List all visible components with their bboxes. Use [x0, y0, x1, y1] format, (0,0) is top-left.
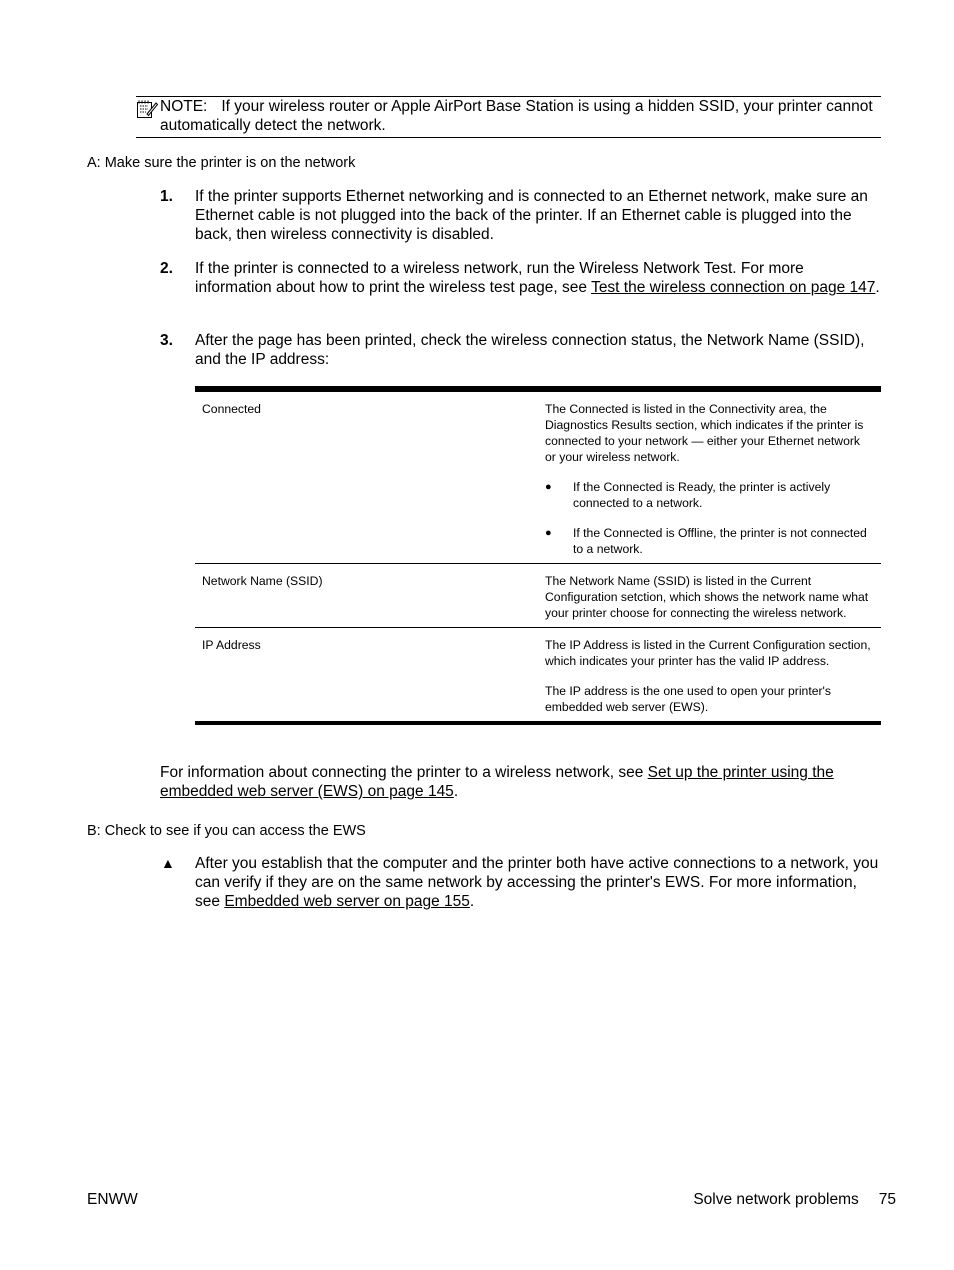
step-text — [195, 854, 880, 912]
status-table — [195, 386, 881, 725]
list-item — [545, 479, 873, 511]
link-setup-ews[interactable]: Set up the printer using the embedded web server (EWS) on page 145 — [160, 764, 834, 801]
table-row — [195, 564, 881, 628]
step-number: 2. — [160, 260, 173, 277]
bullet-icon: ● — [545, 481, 552, 493]
table-term: IP Address — [202, 638, 261, 652]
section-a-heading: A: Make sure the printer is on the network — [87, 155, 356, 171]
footer-section-title: Solve network problems — [693, 1191, 859, 1208]
description-paragraph: The Network Name (SSID) is listed in the Current Configuration setction, which shows the network name what your printer choose for connecting the wireless network. — [545, 574, 869, 620]
table-row — [195, 628, 881, 721]
paragraph-text: For information about connecting the printer to a wireless network, see — [160, 764, 648, 781]
note-text: If your wireless router or Apple AirPort Base Station is using a hidden SSID, your printer cannot automatically detect the network. — [160, 98, 873, 134]
note-label: NOTE: — [160, 98, 208, 115]
step-text-after: . — [875, 279, 880, 297]
step-2 — [160, 259, 880, 297]
paragraph-text: . — [453, 783, 459, 801]
table-description — [538, 392, 881, 563]
table-row — [195, 392, 881, 564]
step-number: 3. — [160, 332, 173, 349]
step-text — [195, 259, 880, 297]
step-text-before: If the printer is connected to a wireless network, run the Wireless Network Test. For more information about how to print the wireless test page, see — [195, 260, 804, 297]
wireless-setup-paragraph — [160, 763, 880, 801]
table-term: Network Name (SSID) — [202, 574, 323, 588]
description-paragraph: The IP address is the one used to open your printer's embedded web server (EWS). — [545, 684, 831, 714]
step-text: After the page has been printed, check the wireless connection status, the Network Name (SSID), and the IP address: — [195, 332, 865, 369]
section-b-heading: B: Check to see if you can access the EWS — [87, 823, 366, 839]
triangle-icon: ▲ — [161, 855, 175, 871]
bullet-text: If the Connected is Offline, the printer is not connected to a network. — [573, 526, 867, 556]
step-text: If the printer supports Ethernet networking and is connected to an Ethernet network, make sure an Ethernet cable is not plugged into the back of the printer. If an Ethernet cable is plugged into the back, then wireless connectivity is disabled. — [195, 188, 868, 244]
list-item — [545, 525, 873, 557]
description-paragraph — [545, 401, 873, 465]
desc-text: area, the Diagnostics Results section, which indicates if the printer is connected to your network — either your Ethernet network or your wireless network. — [545, 402, 864, 464]
ews-step — [160, 854, 880, 912]
page-number: 75 — [878, 1191, 896, 1208]
step-text-after: . — [469, 893, 475, 911]
bullet-icon: ● — [545, 527, 552, 539]
step-text-before: After you establish that the computer and the printer both have active connections to a network, you can verify if they are on the same network by accessing the printer's EWS. For more information, see — [195, 855, 879, 911]
desc-text: The Connected is listed in the — [545, 402, 709, 416]
note-icon — [136, 99, 158, 119]
table-description — [538, 564, 881, 627]
step-3 — [160, 331, 880, 369]
description-paragraph: The IP Address is listed in the Current Configuration section, which indicates your printer has the valid IP address. — [545, 638, 871, 668]
link-embedded-web-server[interactable]: Embedded web server on page 155 — [224, 893, 470, 911]
footer-right — [693, 1191, 896, 1209]
note-box — [136, 96, 881, 138]
table-term: Connected — [202, 402, 261, 416]
footer-left: ENWW — [87, 1191, 138, 1208]
table-description — [538, 628, 881, 721]
desc-bold: Connectivity — [708, 402, 776, 416]
link-test-wireless-connection[interactable]: Test the wireless connection on page 147 — [591, 279, 876, 297]
step-1 — [160, 187, 880, 245]
bullet-text: If the Connected is Ready, the printer is actively connected to a network. — [573, 480, 831, 510]
step-number: 1. — [160, 188, 173, 205]
